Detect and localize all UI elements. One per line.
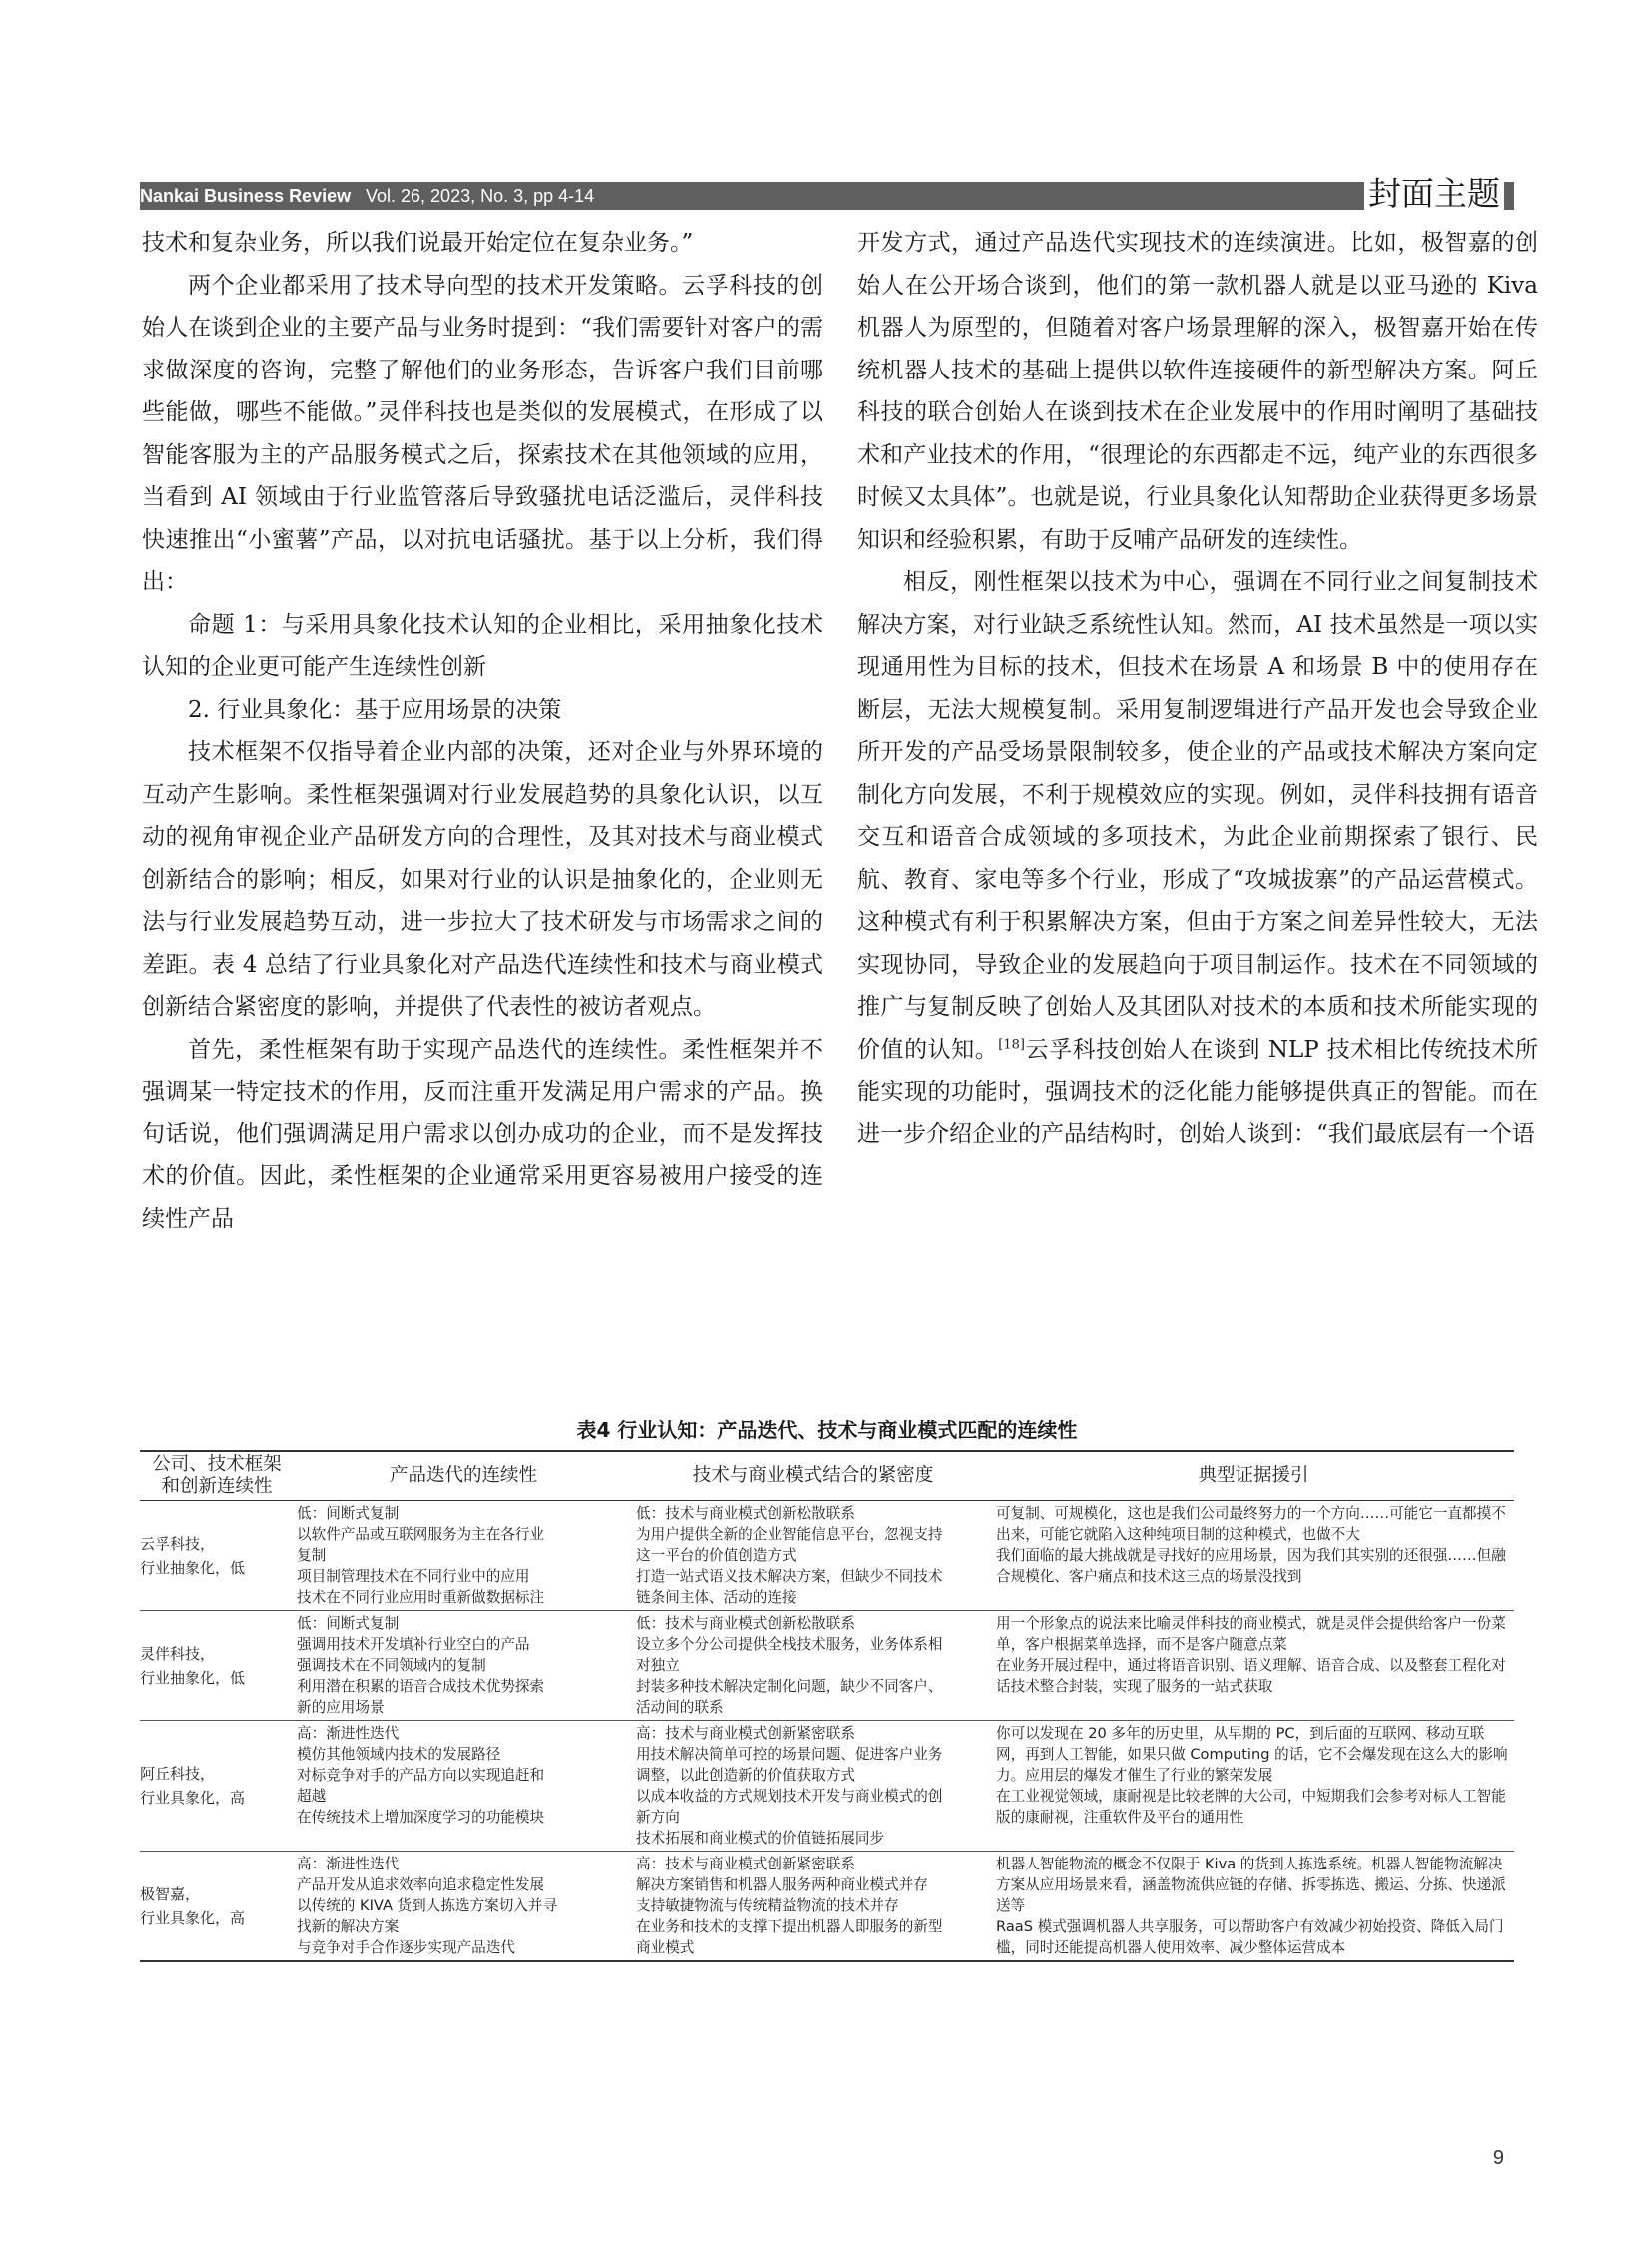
table-caption: 表4 行业认知：产品迭代、技术与商业模式匹配的连续性: [576, 1418, 1078, 1442]
journal-name: Nankai Business Review: [140, 186, 352, 206]
paragraph: 命题 1：与采用具象化技术认知的企业相比，采用抽象化技术认知的企业更可能产生连续性创新: [142, 611, 823, 680]
iteration-cell: 高：渐进性迭代 模仿其他领域内技术的发展路径 对标竞争对手的产品方向以实现追赶和 超越 在传统技术上增加深度学习的功能模块: [294, 1721, 633, 1852]
paragraph: 两个企业都采用了技术导向型的技术开发策略。云孚科技的创始人在谈到企业的主要产品与业务时提到：“我们需要针对客户的需求做深度的咨询，完整了解他们的业务形态，告诉客户我们目前哪些能做，哪些不能做。”灵伴科技也是类似的发展模式，在形成了以智能客服为主的产品服务模式之后，探索技术在其他领域的应用，当看到 AI 领域由于行业监管落后导致骚扰电话泛滥后，灵伴科技快速推出“小蜜薯”产品，以对抗电话骚扰。基于以上分析，我们得出：: [142, 272, 823, 595]
integration-cell: 高：技术与商业模式创新紧密联系 用技术解决简单可控的场景问题、促进客户业务 调整，以此创造新的价值获取方式 以成本收益的方式规划技术开发与商业模式的创 新方向 技术拓展和商业模式的价值链拓展同步: [633, 1721, 993, 1852]
right-text-column: [857, 222, 1538, 1155]
paragraph: 技术框架不仅指导着企业内部的决策，还对企业与外界环境的互动产生影响。柔性框架强调对行业发展趋势的具象化认识，以互动的视角审视企业产品研发方向的合理性，及其对技术与商业模式创新结合的影响；相反，如果对行业的认识是抽象化的，企业则无法与行业发展趋势互动，进一步拉大了技术研发与市场需求之间的差距。表 4 总结了行业具象化对产品迭代连续性和技术与商业模式创新结合紧密度的影响，并提供了代表性的被访者观点。: [142, 739, 823, 1020]
iteration-cell: 高：渐进性迭代 产品开发从追求效率向追求稳定性发展 以传统的 KIVA 货到人拣选方案切入并寻 找新的解决方案 与竞争对手合作逐步实现产品迭代: [294, 1852, 633, 1962]
company-cell: 云孚科技， 行业抽象化，低: [140, 1501, 294, 1611]
integration-cell: 高：技术与商业模式创新紧密联系 解决方案销售和机器人服务两种商业模式并存 支持敏捷物流与传统精益物流的技术并存 在业务和技术的支撑下提出机器人即服务的新型 商业模式: [633, 1852, 993, 1962]
table-header-row: [140, 1451, 1514, 1501]
paragraph: 相反，刚性框架以技术为中心，强调在不同行业之间复制技术解决方案，对行业缺乏系统性认知。然而，AI 技术虽然是一项以实现通用性为目标的技术，但技术在场景 A 和场景 B 中的使用存在断层，无法大规模复制。采用复制逻辑进行产品开发也会导致企业所开发的产品受场景限制较多，使企业的产品或技术解决方案向定制化方向发展，不利于规模效应的实现。例如，灵伴科技拥有语音交互和语音合成领域的多项技术，为此企业前期探索了银行、民航、教育、家电等多个行业，形成了“攻城拔寨”的产品运营模式。这种模式有利于积累解决方案，但由于方案之间差异性较大，无法实现协同，导致企业的发展趋向于项目制运作。技术在不同领域的推广与复制反映了创始人及其团队对技术的本质和技术所能实现的价值的认知。[18]云孚科技创始人在谈到 NLP 技术相比传统技术所能实现的功能时，强调技术的泛化能力能够提供真正的智能。而在进一步介绍企业的产品结构时，创始人谈到：“我们最底层有一个语: [857, 569, 1539, 1147]
journal-header-bar: [140, 182, 1514, 210]
table-row: [140, 1721, 1514, 1852]
company-cell: 灵伴科技， 行业抽象化，低: [140, 1611, 294, 1721]
page-number: 9: [1492, 2147, 1504, 2169]
evidence-cell: 机器人智能物流的概念不仅限于 Kiva 的货到人拣选系统。机器人智能物流解决方案从应用场景来看，涵盖物流供应链的存储、拆零拣选、搬运、分拣、快递派送等 RaaS 模式强调机器人共享服务，可以帮助客户有效减少初始投资、降低入局门槛，同时还能提高机器人使用效率、减少整体运营成本: [993, 1852, 1514, 1962]
header-company: 公司、技术框架 和创新连续性: [140, 1451, 294, 1501]
company-cell: 阿丘科技， 行业具象化，高: [140, 1721, 294, 1852]
paragraph: 2. 行业具象化：基于应用场景的决策: [188, 696, 562, 723]
header-iteration: 产品迭代的连续性: [294, 1451, 633, 1501]
evidence-cell: 可复制、可规模化，这也是我们公司最终努力的一个方向……可能它一直都摸不出来，可能它就陷入这种纯项目制的这种模式，也做不大 我们面临的最大挑战就是寻找好的应用场景，因为我们其实别的还很强……但融合规模化、客户痛点和技术这三点的场景没找到: [993, 1501, 1514, 1611]
integration-cell: 低：技术与商业模式创新松散联系 设立多个分公司提供全栈技术服务，业务体系相 对独立 封装多种技术解决定制化问题，缺少不同客户、 活动间的联系: [633, 1611, 993, 1721]
table-row: [140, 1611, 1514, 1721]
table-row: [140, 1852, 1514, 1962]
table-row: [140, 1501, 1514, 1611]
journal-issue: Vol. 26, 2023, No. 3, pp 4-14: [366, 186, 595, 206]
evidence-cell: 用一个形象点的说法来比喻灵伴科技的商业模式，就是灵伴会提供给客户一份菜单，客户根据菜单选择，而不是客户随意点菜 在业务开展过程中，通过将语音识别、语义理解、语音合成、以及整套工程化对话技术整合封装，实现了服务的一站式获取: [993, 1611, 1514, 1721]
integration-cell: 低：技术与商业模式创新松散联系 为用户提供全新的企业智能信息平台，忽视支持 这一平台的价值创造方式 打造一站式语义技术解决方案，但缺少不同技术 链条间主体、活动的连接: [633, 1501, 993, 1611]
header-evidence: 典型证据援引: [993, 1451, 1514, 1501]
evidence-cell: 你可以发现在 20 多年的历史里，从早期的 PC，到后面的互联网、移动互联网，再到人工智能，如果只做 Computing 的话，它不会爆发现在这么大的影响力。应用层的爆发才催生了行业的繁荣发展 在工业视觉领域，康耐视是比较老牌的大公司，中短期我们会参考对标人工智能版的康耐视，注重软件及平台的通用性: [993, 1721, 1514, 1852]
section-title: 封面主题: [1364, 174, 1504, 214]
company-cell: 极智嘉， 行业具象化，高: [140, 1852, 294, 1962]
paragraph: 开发方式，通过产品迭代实现技术的连续演进。比如，极智嘉的创始人在公开场合谈到，他们的第一款机器人就是以亚马逊的 Kiva 机器人为原型的，但随着对客户场景理解的深入，极智嘉开始在传统机器人技术的基础上提供以软件连接硬件的新型解决方案。阿丘科技的联合创始人在谈到技术在企业发展中的作用时阐明了基础技术和产业技术的作用，“很理论的东西都走不远，纯产业的东西很多时候又太具体”。也就是说，行业具象化认知帮助企业获得更多场景知识和经验积累，有助于反哺产品研发的连续性。: [857, 230, 1538, 553]
left-text-column: [142, 222, 823, 1240]
iteration-cell: 低：间断式复制 强调用技术开发填补行业空白的产品 强调技术在不同领域内的复制 利用潜在积累的语音合成技术优势探索 新的应用场景: [294, 1611, 633, 1721]
citation: [18]: [998, 1036, 1025, 1052]
paragraph: 技术和复杂业务，所以我们说最开始定位在复杂业务。”: [142, 230, 694, 256]
table-body: [140, 1501, 1514, 1962]
table-4: [140, 1450, 1514, 1962]
paragraph: 首先，柔性框架有助于实现产品迭代的连续性。柔性框架并不强调某一特定技术的作用，反而注重开发满足用户需求的产品。换句话说，他们强调满足用户需求以创办成功的企业，而不是发挥技术的价值。因此，柔性框架的企业通常采用更容易被用户接受的连续性产品: [142, 1036, 823, 1232]
header-integration: 技术与商业模式结合的紧密度: [633, 1451, 993, 1501]
iteration-cell: 低：间断式复制 以软件产品或互联网服务为主在各行业 复制 项目制管理技术在不同行业中的应用 技术在不同行业应用时重新做数据标注: [294, 1501, 633, 1611]
